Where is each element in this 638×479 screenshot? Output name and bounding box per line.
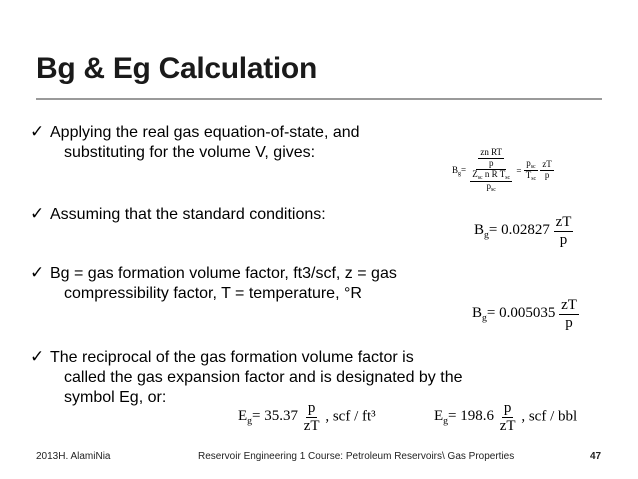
bullet-2 xyxy=(30,204,326,225)
equation-eg-bbl: $E_g= 198.6$ $\frac{p}{zT}$ , scf / bbl xyxy=(434,400,578,434)
eq3-fraction: $\frac{zT}{p}$ xyxy=(561,297,577,331)
bullet-1 xyxy=(30,122,360,163)
bullet-1-line-2: substituting for the volume V, gives: xyxy=(64,144,316,161)
bullet-1-line-1: ✓ Applying the real gas equation-of-state, and xyxy=(30,122,360,141)
bullet-4 xyxy=(30,347,463,408)
footer-page-number: 47 xyxy=(590,451,602,462)
eq2-fraction: $\frac{zT}{p}$ xyxy=(555,214,572,248)
bullet-4-line-2: called the gas expansion factor and is designated by the xyxy=(64,369,463,386)
eq1-fraction-3: $\frac{zT}{p}$ xyxy=(542,159,552,181)
bullet-3 xyxy=(30,263,397,304)
slide-title: Bg & Eg Calculation xyxy=(36,52,317,85)
bullet-4-line-3: symbol Eg, or: xyxy=(64,389,167,406)
bullet-3-line-1: ✓ Bg = gas formation volume factor, ft3/scf, z = gas xyxy=(30,263,397,282)
bullet-2-line-1: ✓ Assuming that the standard conditions: xyxy=(30,204,326,223)
equation-bg-derivation: $B_g=$ $\frac{\frac{\text{zn RT}}{p}}{\frac{Z_{sc} n R T_{sc}}{p_{sc}}}$ = $\frac{p_{sc}}{T_{sc}}$ $\frac{zT}{p}$ xyxy=(452,147,552,194)
equation-eg-ft3: $E_g= 35.37$ $\frac{p}{zT}$ , scf / ft³ xyxy=(238,400,376,434)
check-icon: ✓ xyxy=(30,204,45,223)
check-icon: ✓ xyxy=(30,122,45,141)
equation-bg-bbl: $B_g= 0.005035$ $\frac{zT}{p}$ xyxy=(472,297,577,331)
eq5-fraction: $\frac{p}{zT}$ xyxy=(499,400,516,434)
eq1-fraction-2: $\frac{p_{sc}}{T_{sc}}$ xyxy=(525,157,537,183)
eq4-fraction: $\frac{p}{zT}$ xyxy=(303,400,320,434)
bullet-3-line-2: compressibility factor, T = temperature, °R xyxy=(64,285,362,302)
equation-bg-ft3: $B_g= 0.02827$ $\frac{zT}{p}$ xyxy=(474,214,572,248)
check-icon: ✓ xyxy=(30,263,45,282)
bullet-4-line-1: ✓ The reciprocal of the gas formation volume factor is xyxy=(30,347,414,366)
title-underline xyxy=(36,98,602,100)
footer-author: 2013H. AlamiNia xyxy=(36,451,111,462)
check-icon: ✓ xyxy=(30,347,45,366)
footer-course: Reservoir Engineering 1 Course: Petroleum Reservoirs\ Gas Properties xyxy=(198,451,515,462)
eq1-main-fraction: $\frac{\frac{\text{zn RT}}{p}}{\frac{Z_{sc} n R T_{sc}}{p_{sc}}}$ xyxy=(472,147,511,194)
